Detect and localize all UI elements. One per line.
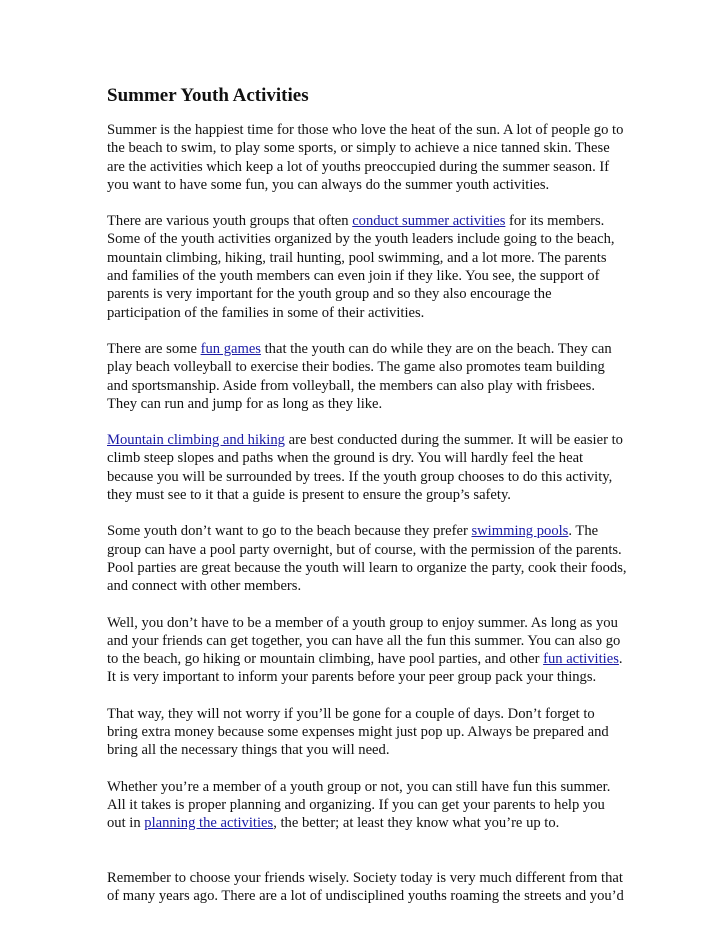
paragraph-text: Well, you don’t have to be a member of a youth group to enjoy summer. As long as you and your friends can get together, you can have all the fun this summer. You can also go to the beach, go hiking or mountain climbing, have pool parties, and other [107,614,621,668]
paragraph-text: That way, they will not worry if you’ll be gone for a couple of days. Don’t forget to bring extra money because some expenses might just pop up. Always be prepared and bring all the necessary things that you will need. [107,705,609,759]
paragraph-text: for its members. Some of the youth activities organized by the youth leaders include going to the beach, mountain climbing, hiking, trail hunting, pool swimming, and a lot more. The parents and families of the youth members can even join if they like. You see, the support of parents is very important for the youth group and so they also encourage the participation of the families in some of their activities. [107,213,615,321]
paragraph-text: Remember to choose your friends wisely. Society today is very much different from that of many years ago. There are a lot of undisciplined youths roaming the streets and you’d [107,869,624,904]
inline-link[interactable]: Mountain climbing and hiking [107,432,285,449]
paragraph [107,212,627,322]
paragraph [107,431,627,504]
paragraph [107,340,627,413]
paragraph [107,705,627,760]
inline-link[interactable]: fun games [200,340,261,357]
inline-link[interactable]: planning the activities [144,815,274,832]
document-page [107,84,627,923]
paragraph-text: . It is very important to inform your parents before your peer group pack your things. [107,651,623,686]
inline-link[interactable]: conduct summer activities [352,213,506,230]
paragraph [107,614,627,687]
paragraph [107,869,627,906]
paragraph-text: . The group can have a pool party overnight, but of course, with the permission of the parents. Pool parties are great because the youth will learn to organize the party, cook their foods, and connect with other members. [107,523,627,595]
inline-link[interactable]: swimming pools [471,523,569,540]
paragraph-text: There are some [107,340,201,357]
document-body [107,121,627,905]
paragraph [107,778,627,833]
paragraph-text: Whether you’re a member of a youth group or not, you can still have fun this summer. All it takes is proper planning and organizing. If you can get your parents to help you out in [107,778,611,832]
paragraph [107,522,627,595]
paragraph-text: , the better; at least they know what you’re up to. [273,815,560,832]
document-title: Summer Youth Activities [107,85,309,106]
paragraph-text: Summer is the happiest time for those who love the heat of the sun. A lot of people go to the beach to swim, to play some sports, or simply to achieve a nice tanned skin. These are the activities which keep a lot of youths preoccupied during the summer season. If you want to have some fun, you can always do the summer youth activities. [107,122,624,193]
paragraph-text: There are various youth groups that often [107,213,353,230]
paragraph-text: are best conducted during the summer. It will be easier to climb steep slopes and paths when the ground is dry. You will hardly feel the heat because you will be surrounded by trees. If the youth group chooses to do this activity, they must see to it that a guide is present to ensure the group’s safety. [107,432,623,504]
paragraph-text: Some youth don’t want to go to the beach because they prefer [107,523,472,540]
paragraph [107,121,627,194]
inline-link[interactable]: fun activities [543,651,619,668]
paragraph-text: that the youth can do while they are on the beach. They can play beach volleyball to exercise their bodies. The game also promotes team building and sportsmanship. Aside from volleyball, the members can also play with frisbees. They can run and jump for as long as they like. [107,340,612,412]
